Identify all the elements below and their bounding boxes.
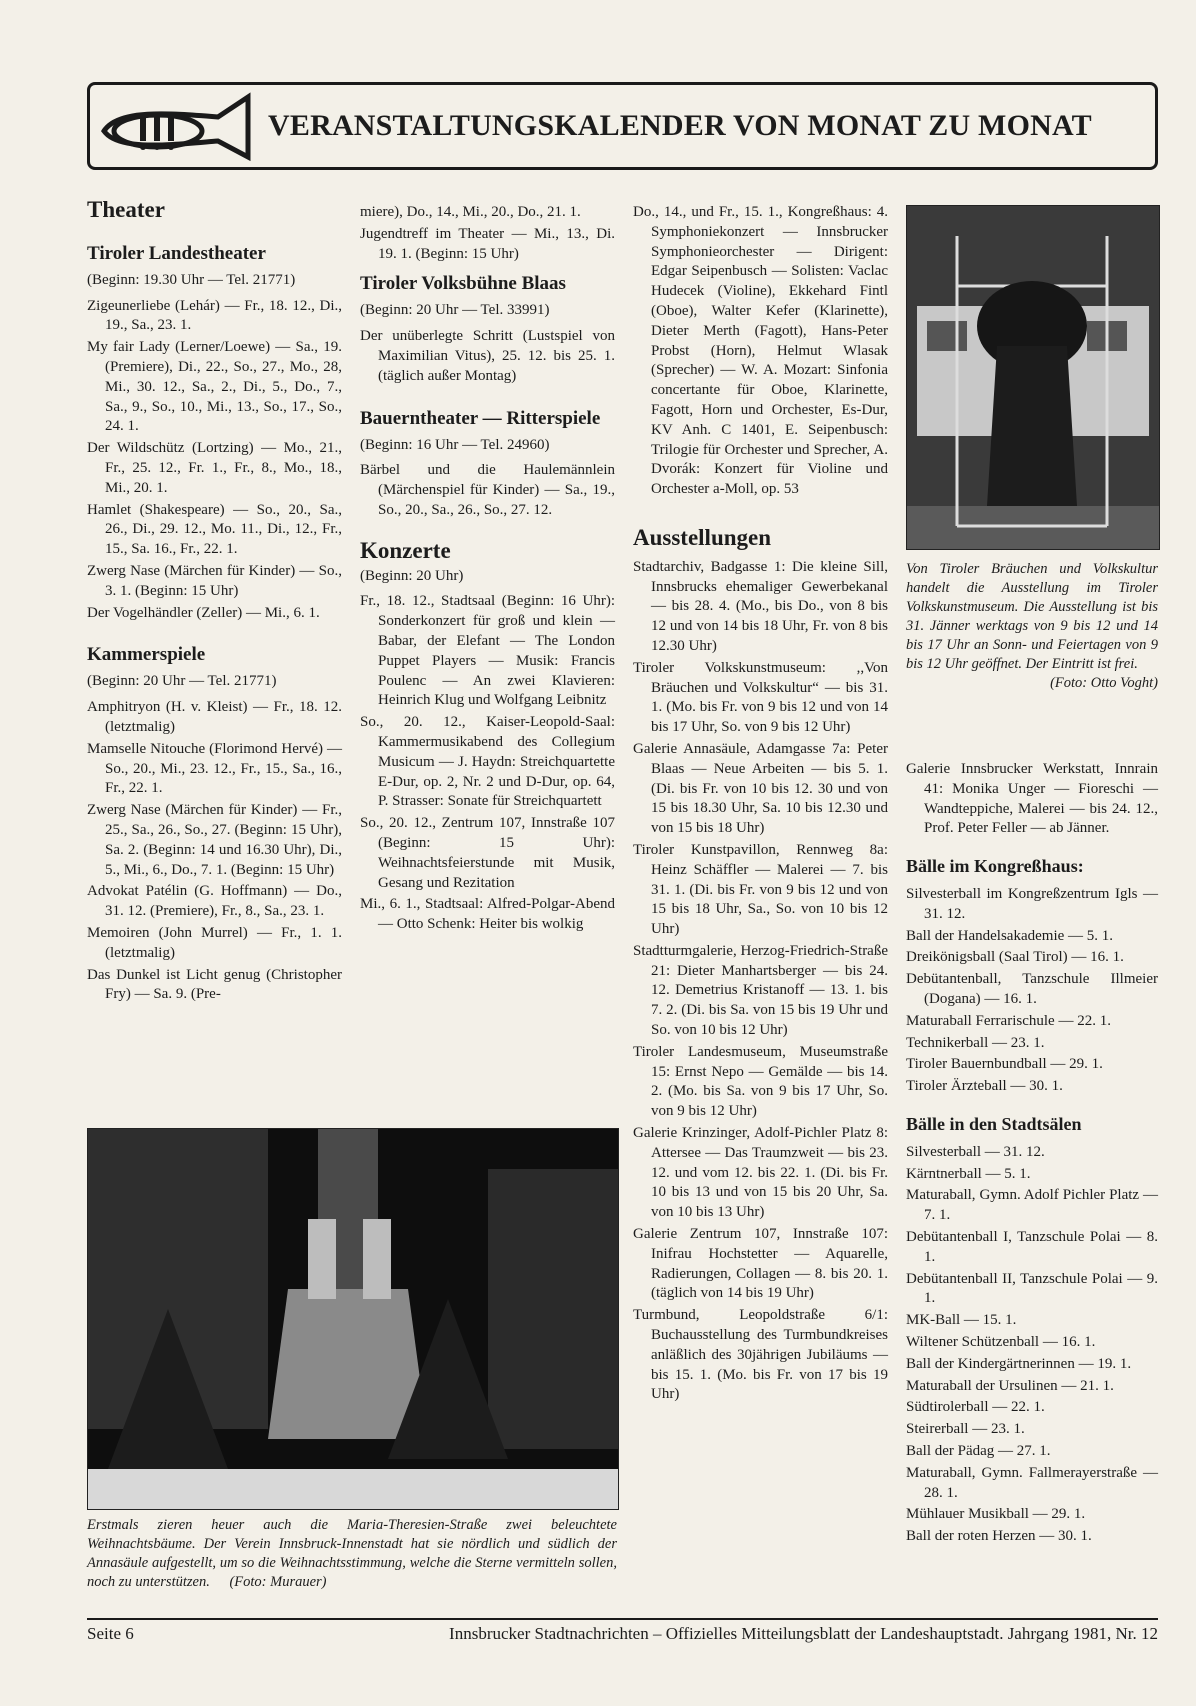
subheading-landestheater: Tiroler Landestheater xyxy=(87,242,266,264)
list-item: Tiroler Ärzteball — 30. 1. xyxy=(906,1078,1063,1095)
list-item: Tiroler Volkskunstmuseum: ,,Von Bräuchen und Volkskultur“ — bis 31. 1. (Mo. bis Fr. von 9 bis 12 und von 14 bis 17 Uhr, So. von 9 bis 12 Uhr) xyxy=(633,659,888,736)
list-item: Zigeunerliebe (Lehár) — Fr., 18. 12., Di., 19., Sa., 23. 1. xyxy=(87,297,342,334)
list-item: Turmbund, Leopoldstraße 6/1: Buchausstellung des Turmbundkreises anläßlich des 30jährigen Jubiläums — bis 15. 1. (Mo. bis Fr. von 17 bis 19 Uhr) xyxy=(633,1307,888,1403)
list-item: Zwerg Nase (Märchen für Kinder) — So., 3. 1. (Beginn: 15 Uhr) xyxy=(87,562,342,599)
list-item: Bärbel und die Haulemännlein (Märchenspiel für Kinder) — Sa., 19., So., 20., Sa., 26., So., 27. 12. xyxy=(360,462,615,518)
list-item: Maturaball, Gymn. Fallmerayerstraße — 28. 1. xyxy=(906,1464,1158,1501)
list-item: Debütantenball I, Tanzschule Polai — 8. 1. xyxy=(906,1228,1158,1265)
list-item: Ball der Pädag — 27. 1. xyxy=(906,1442,1051,1459)
column-balls xyxy=(906,760,1158,1549)
info-volksbuehne: (Beginn: 20 Uhr — Tel. 33991) xyxy=(360,302,550,319)
list-item: Kärntnerball — 5. 1. xyxy=(906,1165,1031,1182)
list-item: Galerie Zentrum 107, Innstraße 107: Inifrau Hochstetter — Aquarelle, Radierungen, Collagen — 8. bis 20. 1. (täglich von 14 bis 19 Uhr) xyxy=(633,1226,888,1302)
list-item: miere), Do., 14., Mi., 20., Do., 21. 1. xyxy=(360,204,581,220)
list-item: Südtirolerball — 22. 1. xyxy=(906,1399,1045,1416)
list-item: Do., 14., und Fr., 15. 1., Kongreßhaus: 4. Symphoniekonzert — Innsbrucker Symphonieorchester — Dirigent: Edgar Seipenbusch — Solisten: Vaclac Hudecek (Violine), Ekkehard Fintl (Oboe), Walter Kefer (Klarinette), Dieter Merth (Fagott), Hans-Peter Probst (Horn), Helmut Wlasak (Sprecher) — W. A. Mozart: Sinfonia concertante für Oboe, Klarinette, Fagott, Horn und Orchester, Es-Dur, KV Anh. C 1401, E. Seipenbusch: Trilogie für Orchester und Sprecher, A. Dvorák: Konzert für Violine und Orchester a-Moll, op. 53 xyxy=(633,204,888,498)
list-item: Mühlauer Musikball — 29. 1. xyxy=(906,1506,1086,1523)
info-kammerspiele: (Beginn: 20 Uhr — Tel. 21771) xyxy=(87,673,277,690)
section-title-ausstellungen: Ausstellungen xyxy=(633,524,772,550)
christmas-photo xyxy=(87,1128,619,1510)
subheading-bauerntheater: Bauerntheater — Ritterspiele xyxy=(360,407,601,429)
list-item: Hamlet (Shakespeare) — So., 20., Sa., 26., Di., 29. 12., Mo. 11., Di., 12., Fr., 15., Sa. 16., Fr., 22. 1. xyxy=(87,501,342,558)
column-concerts xyxy=(360,203,615,937)
list-item: Memoiren (John Murrel) — Fr., 1. 1. (letztmalig) xyxy=(87,924,342,961)
list-item: My fair Lady (Lerner/Loewe) — Sa., 19. (Premiere), Di., 22., So., 27., Mo., 28, Mi., 30. 12., Sa., 2., Di., 5., Do., 7., Sa., 9., So., 10., Mi., 13., So., 17., So., 24. 1. xyxy=(87,339,342,435)
list-item: Galerie Innsbrucker Werkstatt, Innrain 41: Monika Unger — Fioreschi — Wandteppiche, Malerei — bis 24. 12., Prof. Peter Feller — ab Jänner. xyxy=(906,761,1158,837)
list-item: Debütantenball, Tanzschule Illmeier (Dogana) — 16. 1. xyxy=(906,971,1158,1007)
photo-credit: (Foto: Murauer) xyxy=(229,1574,327,1590)
page-number: Seite 6 xyxy=(87,1624,134,1643)
trumpet-icon xyxy=(98,87,258,165)
column-theater xyxy=(87,197,342,1007)
banner-title: VERANSTALTUNGSKALENDER VON MONAT ZU MONAT xyxy=(268,109,1092,142)
list-item: Ball der Handelsakademie — 5. 1. xyxy=(906,927,1114,944)
list-item: Maturaball Ferrarischule — 22. 1. xyxy=(906,1012,1111,1029)
subheading-baelle-stadtsaele: Bälle in den Stadtsälen xyxy=(906,1113,1082,1134)
info-landestheater: (Beginn: 19.30 Uhr — Tel. 21771) xyxy=(87,271,296,288)
list-item: Wiltener Schützenball — 16. 1. xyxy=(906,1333,1096,1350)
christmas-photo-caption xyxy=(87,1516,617,1592)
list-item: Mi., 6. 1., Stadtsaal: Alfred-Polgar-Abend — Otto Schenk: Heiter bis wolkig xyxy=(360,896,615,933)
list-item: Der Vogelhändler (Zeller) — Mi., 6. 1. xyxy=(87,604,320,621)
list-item: Galerie Krinzinger, Adolf-Pichler Platz 8: Attersee — Das Traumzweit — bis 23. 12. und vom 12. bis 22. 1. (Di. bis Fr. 10 bis 13 und von 15 bis 20 Uhr, Sa. von 10 bis 13 Uhr) xyxy=(633,1125,888,1221)
subheading-baelle-kongresshaus: Bälle im Kongreßhaus: xyxy=(906,856,1084,877)
list-item: Tiroler Kunstpavillon, Rennweg 8a: Heinz Schäffler — Malerei — 7. bis 31. 1. (Di. bis Fr. von 9 bis 12 und von 15 bis 18 Uhr, Sa., So. von 10 bis 12 Uhr) xyxy=(633,841,888,938)
list-item: Ball der roten Herzen — 30. 1. xyxy=(906,1528,1092,1545)
list-item: Tiroler Landesmuseum, Museumstraße 15: Ernst Nepo — Gemälde — bis 14. 2. (Mo. bis Sa. von 9 bis 17 Uhr, So. von 9 bis 12 Uhr) xyxy=(633,1043,888,1120)
list-item: Jugendtreff im Theater — Mi., 13., Di. 19. 1. (Beginn: 15 Uhr) xyxy=(360,225,615,262)
list-item: Das Dunkel ist Licht genug (Christopher Fry) — Sa. 9. (Pre- xyxy=(87,966,342,1003)
list-item: So., 20. 12., Kaiser-Leopold-Saal: Kammermusikabend des Collegium Musicum — J. Haydn: Streichquartette E-Dur, op. 2, Nr. 2 und D-Dur, op. 64, P. Strasser: Sonate für Streichquartett xyxy=(360,714,615,810)
museum-photo-caption xyxy=(906,560,1158,693)
list-item: So., 20. 12., Zentrum 107, Innstraße 107 (Beginn: 15 Uhr): Weihnachtsfeierstunde mit Musik, Gesang und Rezitation xyxy=(360,815,615,891)
info-bauerntheater: (Beginn: 16 Uhr — Tel. 24960) xyxy=(360,436,550,453)
page-footer xyxy=(87,1618,1158,1644)
info-konzerte: (Beginn: 20 Uhr) xyxy=(360,567,464,584)
list-item: Stadtarchiv, Badgasse 1: Die kleine Sill, Innsbrucks ehemaliger Gewerbekanal — bis 28. 4. (Mo., bis Do., von 8 bis 12 und von 14 bis 18 Uhr, Fr. von 8 bis 12.30 Uhr) xyxy=(633,558,888,654)
section-title-konzerte: Konzerte xyxy=(360,537,451,563)
caption-text: Erstmals zieren heuer auch die Maria-Theresien-Straße zwei beleuchtete Weihnachtsbäume. Der Verein Innsbruck-Innenstadt hat sie nördlich und südlich der Annasäule aufgestellt, um so die Weihnachtsstimmung, welche die Sterne vermitteln sollen, noch zu unterstützen. xyxy=(87,1517,617,1590)
list-item: Amphitryon (H. v. Kleist) — Fr., 18. 12. (letztmalig) xyxy=(87,699,342,735)
list-item: Stadtturmgalerie, Herzog-Friedrich-Straße 21: Dieter Manhartsberger — bis 24. 12. Demetrius Kristanoff — 13. 1. bis 7. 2. (Di. bis Sa. von 15 bis 19 Uhr und So. von 10 bis 12 Uhr) xyxy=(633,942,888,1039)
list-item: Galerie Annasäule, Adamgasse 7a: Peter Blaas — Neue Arbeiten — bis 5. 1. (Di. bis Fr. von 10 bis 12. 30 und von 15 bis 18.30 Uhr, Sa. 10 bis 12.30 und von 15 bis 18 Uhr) xyxy=(633,740,888,837)
section-title-theater: Theater xyxy=(87,197,165,222)
list-item: Debütantenball II, Tanzschule Polai — 9. 1. xyxy=(906,1270,1158,1307)
list-item: Silvesterball — 31. 12. xyxy=(906,1143,1045,1160)
list-item: Silvesterball im Kongreßzentrum Igls — 31. 12. xyxy=(906,885,1158,922)
list-item: Dreikönigsball (Saal Tirol) — 16. 1. xyxy=(906,949,1124,966)
list-item: Ball der Kindergärtnerinnen — 19. 1. xyxy=(906,1355,1132,1372)
museum-photo xyxy=(906,205,1160,550)
list-item: Mamselle Nitouche (Florimond Hervé) — So., 20., Mi., 23. 12., Fr., 15., Sa., 16., Fr., 22. 1. xyxy=(87,740,342,797)
caption-text: Von Tiroler Bräuchen und Volkskultur handelt die Ausstellung im Tiroler Volkskunstmuseum. Die Ausstellung ist bis 31. Jänner werktags von 9 bis 12 und 14 bis 17 Uhr an Sonn- und Feiertagen von 9 bis 12 Uhr geöffnet. Der Eintritt ist frei. xyxy=(906,561,1158,672)
list-item: Technikerball — 23. 1. xyxy=(906,1034,1045,1051)
list-item: Steirerball — 23. 1. xyxy=(906,1421,1025,1438)
column-exhibitions xyxy=(633,203,888,1407)
publication-info: Innsbrucker Stadtnachrichten – Offizielles Mitteilungsblatt der Landeshauptstadt. Jahrgang 1981, Nr. 12 xyxy=(449,1624,1158,1643)
list-item: Fr., 18. 12., Stadtsaal (Beginn: 16 Uhr): Sonderkonzert für groß und klein — Babar, der Elefant — The London Puppet Players — Musik: Francis Poulenc — An zwei Klavieren: Heinrich Klug und Wolfgang Leibnitz xyxy=(360,593,615,709)
subheading-volksbuehne: Tiroler Volksbühne Blaas xyxy=(360,273,566,295)
photo-credit: (Foto: Otto Voght) xyxy=(1050,675,1158,691)
list-item: Maturaball der Ursulinen — 21. 1. xyxy=(906,1377,1114,1394)
calendar-banner xyxy=(87,82,1158,170)
list-item: Der unüberlegte Schritt (Lustspiel von Maximilian Vitus), 25. 12. bis 25. 1. (täglich außer Montag) xyxy=(360,328,615,384)
list-item: MK-Ball — 15. 1. xyxy=(906,1312,1017,1329)
list-item: Zwerg Nase (Märchen für Kinder) — Fr., 25., Sa., 26., So., 27. (Beginn: 15 Uhr), Sa. 2. (Beginn: 14 und 16.30 Uhr), Di., 5., Mi., 6., Do., 7. 1. (Beginn: 15 Uhr) xyxy=(87,802,342,878)
list-item: Maturaball, Gymn. Adolf Pichler Platz — 7. 1. xyxy=(906,1187,1158,1224)
list-item: Advokat Patélin (G. Hoffmann) — Do., 31. 12. (Premiere), Fr., 8., Sa., 23. 1. xyxy=(87,883,342,920)
list-item: Tiroler Bauernbundball — 29. 1. xyxy=(906,1056,1103,1073)
list-item: Der Wildschütz (Lortzing) — Mo., 21., Fr., 25. 12., Fr. 1., Fr., 8., Mo., 18., Mi., 20. 1. xyxy=(87,440,342,496)
subheading-kammerspiele: Kammerspiele xyxy=(87,644,206,666)
